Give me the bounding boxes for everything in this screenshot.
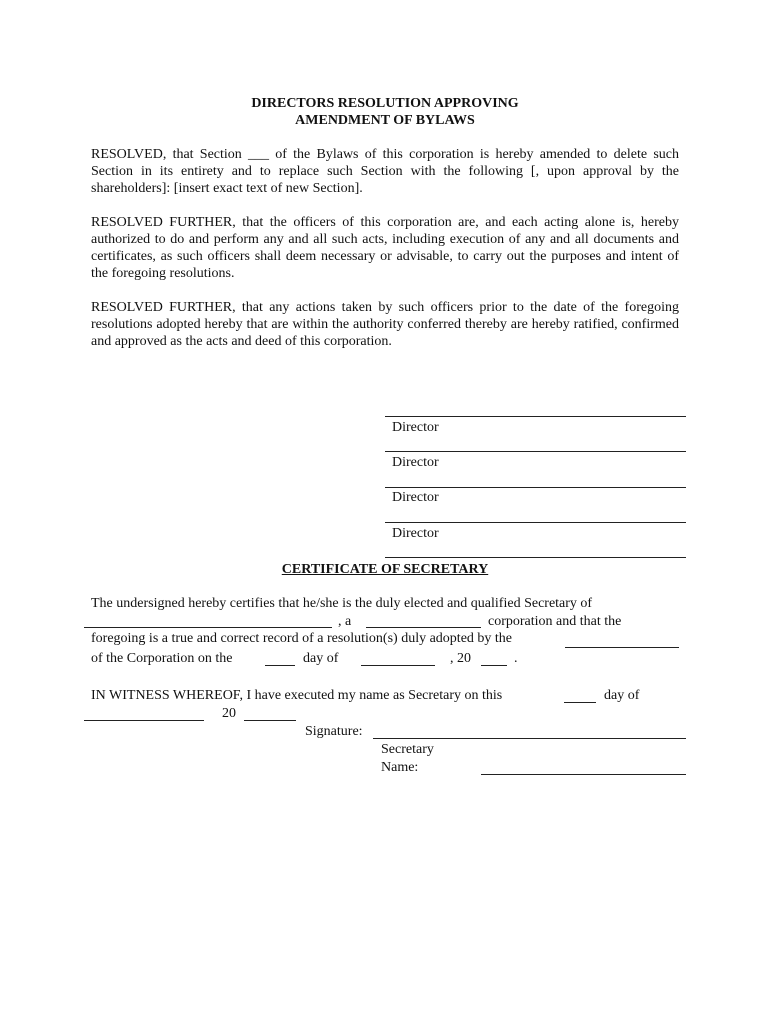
certificate-line-1: The undersigned hereby certifies that he/she is the duly elected and qualified Secretary of	[91, 596, 593, 611]
certificate-line-4b: day of	[303, 651, 339, 666]
director-signature-line-3[interactable]	[385, 487, 686, 488]
resolution-paragraph-1: RESOLVED, that Section ___ of the Bylaws of this corporation is hereby amended to delete such Section in its entirety and to replace such Section with the following [, upon approval by the shareholders]: [insert exact text of new Section].	[91, 147, 679, 196]
adopted-by-blank[interactable]	[565, 647, 679, 648]
resolution-title-line2: AMENDMENT OF BYLAWS	[295, 113, 475, 128]
witness-month-blank[interactable]	[84, 720, 204, 721]
certificate-line-4c: , 20	[450, 651, 471, 666]
director-label-2: Director	[392, 455, 439, 470]
resolution-paragraph-3: RESOLVED FURTHER, that any actions taken by such officers prior to the date of the foregoing resolutions adopted hereby that are within the authority conferred thereby are hereby ratified, confirmed and approved as the acts and deed of this corporation.	[91, 300, 679, 349]
director-signature-line-2[interactable]	[385, 451, 686, 452]
director-signature-line-4[interactable]	[385, 522, 686, 523]
secretary-of-blank[interactable]	[84, 627, 332, 628]
witness-year-prefix: 20	[222, 706, 236, 721]
resolution-paragraph-2: RESOLVED FURTHER, that the officers of this corporation are, and each acting alone is, hereby authorized to do and perform any and all such acts, including execution of any and all documents and certificates, as such officers shall deem necessary or advisable, to carry out the purposes and intent of the foregoing resolutions.	[91, 215, 679, 281]
certificate-line-2b: corporation and that the	[488, 614, 622, 629]
director-signature-line-1[interactable]	[385, 416, 686, 417]
certificate-line-4d: .	[514, 651, 518, 666]
certificate-line-4a: of the Corporation on the	[91, 651, 233, 666]
signature-line[interactable]	[373, 738, 686, 739]
day-blank[interactable]	[265, 665, 295, 666]
year-blank[interactable]	[481, 665, 507, 666]
secretary-name-line[interactable]	[481, 774, 686, 775]
witness-day-of: day of	[604, 688, 640, 703]
certificate-line-2a: , a	[338, 614, 352, 629]
director-label-3: Director	[392, 490, 439, 505]
secretary-label: Secretary	[381, 742, 434, 757]
resolution-title-line1: DIRECTORS RESOLUTION APPROVING	[251, 96, 519, 111]
witness-day-blank[interactable]	[564, 702, 596, 703]
director-label-1: Director	[392, 420, 439, 435]
witness-year-blank[interactable]	[244, 720, 296, 721]
director-label-4: Director	[392, 526, 439, 541]
certificate-title-text: CERTIFICATE OF SECRETARY	[281, 562, 489, 577]
signature-label: Signature:	[305, 724, 363, 739]
name-label: Name:	[381, 760, 419, 775]
witness-text: IN WITNESS WHEREOF, I have executed my name as Secretary on this	[91, 688, 503, 703]
certificate-line-3: foregoing is a true and correct record of a resolution(s) duly adopted by the	[91, 631, 513, 646]
director-signature-line-5[interactable]	[385, 557, 686, 558]
month-blank[interactable]	[361, 665, 435, 666]
certificate-title	[0, 561, 770, 578]
state-blank[interactable]	[366, 627, 481, 628]
